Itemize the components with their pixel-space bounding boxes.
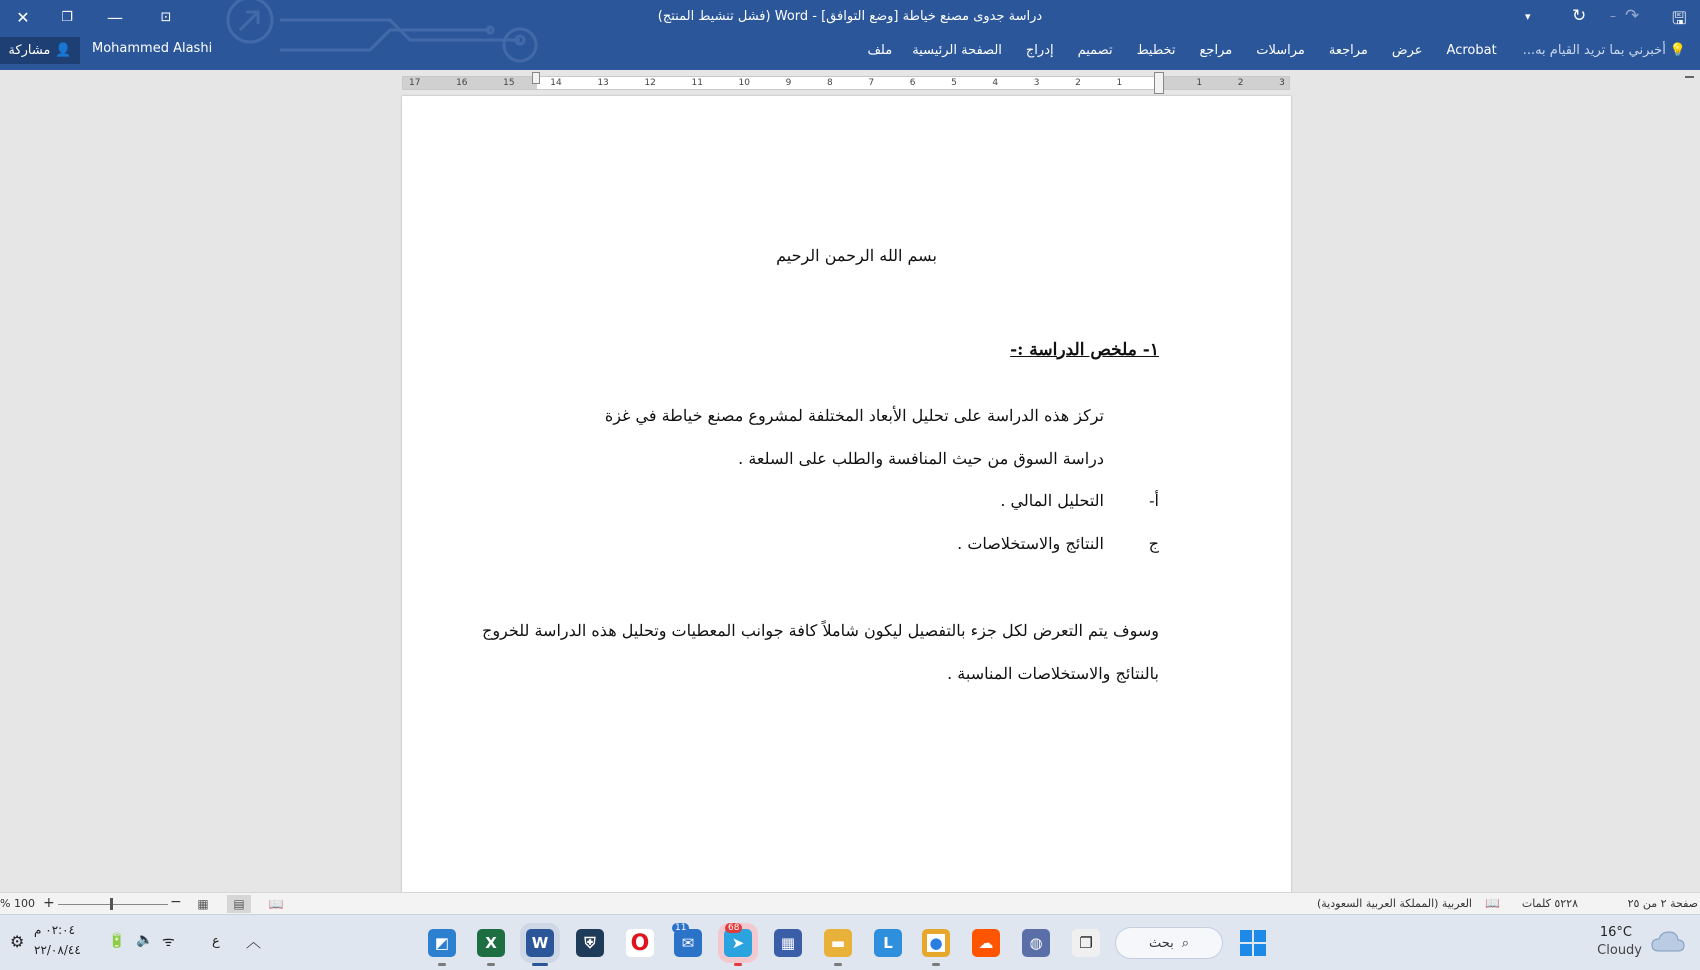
running-indicator — [834, 963, 842, 966]
minimize-button[interactable] — [92, 0, 138, 34]
clock-time[interactable]: ٠٢:٠٤ م — [34, 923, 76, 937]
tab-insert[interactable]: إدراج — [1025, 43, 1054, 58]
tab-layout[interactable]: تخطيط — [1136, 43, 1176, 58]
zoom-slider[interactable] — [58, 904, 168, 905]
circuit-decoration — [190, 0, 550, 70]
running-indicator — [932, 963, 940, 966]
running-indicator — [487, 963, 495, 966]
mail-badge: 11 — [672, 923, 689, 933]
ruler-label: 16 — [456, 78, 468, 88]
save-icon[interactable]: 🖫 — [1672, 9, 1687, 29]
scroll-indicator — [1685, 76, 1694, 78]
weather-desc: Cloudy — [1597, 943, 1642, 958]
mail-app-icon[interactable]: ✉ — [674, 929, 702, 957]
print-layout-icon: ▤ — [233, 897, 245, 911]
read-mode-icon: 📖 — [268, 897, 284, 911]
customize-qat-icon[interactable]: ▾ — [1525, 10, 1531, 23]
share-label: مشاركة — [8, 43, 51, 58]
file-explorer-icon[interactable]: ▬ — [824, 929, 852, 957]
notification-icon[interactable]: ⚙ — [10, 932, 25, 951]
cloud-icon — [1650, 929, 1686, 955]
status-bar — [0, 892, 1700, 914]
intro-line-2: دراسة السوق من حيث المنافسة والطلب على السلعة . — [738, 449, 1104, 468]
running-indicator — [734, 963, 742, 966]
document-title: دراسة جدوى مصنع خياطة [وضع التوافق] - Word (فشل تنشيط المنتج) — [657, 9, 1043, 24]
list-item-financial: التحليل المالي . — [1000, 491, 1104, 510]
telegram-badge: 68 — [725, 923, 742, 933]
tab-home[interactable]: الصفحة الرئيسية — [912, 43, 1002, 58]
print-layout-button[interactable] — [227, 895, 251, 913]
telegram-app-icon[interactable]: ➤ — [724, 929, 752, 957]
tab-view[interactable]: عرض — [1391, 43, 1423, 58]
search-label: بحث — [1148, 935, 1174, 951]
ruler-label: 1 — [1116, 78, 1123, 88]
ruler-label: 3 — [1279, 78, 1285, 88]
clock-date[interactable]: ٢٢/٠٨/٤٤ — [34, 943, 81, 957]
list-item-results: النتائج والاستخلاصات . — [957, 534, 1104, 553]
soundcloud-app-icon[interactable]: ☁ — [972, 929, 1000, 957]
language-status[interactable]: العربية (المملكة العربية السعودية) — [1316, 897, 1472, 910]
indent-marker[interactable] — [1154, 72, 1164, 94]
web-layout-icon: ▦ — [197, 897, 209, 911]
tab-references[interactable]: مراجع — [1199, 43, 1233, 58]
chrome-app-icon[interactable]: ● — [922, 929, 950, 957]
ruler-label: 12 — [644, 78, 656, 88]
calendar-app-icon[interactable]: ▦ — [774, 929, 802, 957]
ribbon-tabs — [855, 37, 1700, 64]
basmala: بسم الله الرحمن الرحيم — [776, 246, 937, 265]
ruler-label: 11 — [691, 78, 703, 88]
ruler-label: 10 — [738, 78, 750, 88]
tell-me-placeholder: أخبرني بما تريد القيام به... — [1522, 43, 1666, 58]
ribbon-display-icon: ⊡ — [160, 9, 172, 25]
ruler-label: 17 — [409, 78, 421, 88]
tab-acrobat[interactable]: Acrobat — [1446, 43, 1497, 58]
section-heading: ١- ملخص الدراسة :- — [1010, 340, 1159, 360]
zoom-level[interactable]: 100 % — [0, 897, 35, 910]
start-button[interactable] — [1240, 930, 1266, 956]
ruler-label: 13 — [597, 78, 609, 88]
opera-app-icon[interactable]: O — [626, 929, 654, 957]
lightbulb-icon: 💡 — [1669, 43, 1686, 58]
ruler-label: 7 — [868, 78, 875, 88]
photos-app-icon[interactable]: ◩ — [428, 929, 456, 957]
show-hidden-icons-chevron-up-icon[interactable]: ︿ — [246, 933, 262, 951]
close-button[interactable] — [0, 0, 46, 34]
tab-mailings[interactable]: مراسلات — [1256, 43, 1305, 58]
share-button[interactable] — [0, 37, 80, 64]
running-indicator — [438, 963, 446, 966]
account-name[interactable]: Mohammed Alashi — [92, 41, 213, 56]
title-bar — [0, 0, 1700, 70]
shield-app-icon[interactable]: ⛨ — [576, 929, 604, 957]
add-person-icon: 👤 — [55, 43, 72, 58]
redo-icon[interactable]: ↷ — [1625, 6, 1640, 26]
ruler-label: 14 — [550, 78, 562, 88]
ruler-label: 3 — [1033, 78, 1040, 88]
taskbar-search[interactable] — [1115, 927, 1223, 959]
task-view-icon[interactable]: ❐ — [1072, 929, 1100, 957]
ruler-label: 4 — [992, 78, 999, 88]
wifi-icon[interactable]: ᯤ — [162, 934, 175, 950]
word-count[interactable]: ٥٢٢٨ كلمات — [1521, 897, 1578, 910]
list-marker-c: ج — [1148, 534, 1159, 553]
left-margin-marker[interactable] — [532, 72, 540, 84]
battery-icon[interactable]: 🔋 — [108, 933, 126, 949]
taskbar — [0, 914, 1700, 970]
restore-icon: ❐ — [61, 9, 73, 25]
ruler-label: 8 — [826, 78, 833, 88]
excel-app-icon[interactable]: X — [477, 929, 505, 957]
web-layout-button[interactable] — [191, 895, 215, 913]
ruler-label: 2 — [1075, 78, 1081, 88]
zoom-in-icon[interactable]: + — [43, 895, 55, 911]
ribbon-display-options-button[interactable] — [143, 0, 189, 34]
ruler-label: 6 — [909, 78, 916, 88]
ruler-label: 2 — [1237, 78, 1244, 88]
read-mode-button[interactable] — [264, 895, 288, 913]
document-area[interactable] — [0, 70, 1700, 892]
volume-icon[interactable]: 🔈 — [136, 932, 154, 948]
list-marker-a: أ- — [1149, 491, 1159, 510]
tell-me-box[interactable] — [1509, 43, 1700, 58]
close-icon: ✕ — [16, 7, 30, 27]
repeat-icon[interactable]: ↻ — [1572, 6, 1587, 26]
chat-app-icon[interactable]: ◍ — [1022, 929, 1050, 957]
paragraph-2-line-2: بالنتائج والاستخلاصات المناسبة . — [947, 664, 1159, 683]
ruler-label: 5 — [951, 78, 957, 88]
intro-line-1: تركز هذه الدراسة على تحليل الأبعاد المختلفة لمشروع مصنع خياطة في غزة — [604, 406, 1104, 425]
page-count[interactable]: صفحة ٢ من ٢٥ — [1627, 897, 1698, 910]
tab-file[interactable]: ملف — [867, 43, 893, 58]
ruler-label: 1 — [1196, 78, 1203, 88]
tab-design[interactable]: تصميم — [1077, 43, 1113, 58]
input-language[interactable]: ع — [212, 934, 220, 949]
tab-review[interactable]: مراجعة — [1328, 43, 1368, 58]
ruler-label: 9 — [785, 78, 792, 88]
paragraph-2-line-1: وسوف يتم التعرض لكل جزء بالتفصيل ليكون شاملاً كافة جوانب المعطيات وتحليل هذه الدراسة للخروج — [481, 621, 1159, 640]
ruler-label: 15 — [503, 78, 515, 88]
qat-separator-icon: – — [1610, 9, 1616, 23]
restore-button[interactable] — [44, 0, 90, 34]
zoom-out-icon[interactable]: − — [170, 894, 182, 910]
word-app-icon[interactable]: W — [526, 929, 554, 957]
search-icon: ⌕ — [1181, 935, 1190, 951]
document-page[interactable] — [402, 96, 1291, 896]
proofing-icon[interactable]: 📖 — [1485, 896, 1500, 910]
weather-temp: 16°C — [1599, 925, 1632, 940]
zoom-slider-thumb[interactable] — [110, 898, 113, 910]
active-indicator — [532, 963, 548, 966]
launcher-app-icon[interactable]: L — [874, 929, 902, 957]
minimize-icon: — — [107, 7, 123, 27]
